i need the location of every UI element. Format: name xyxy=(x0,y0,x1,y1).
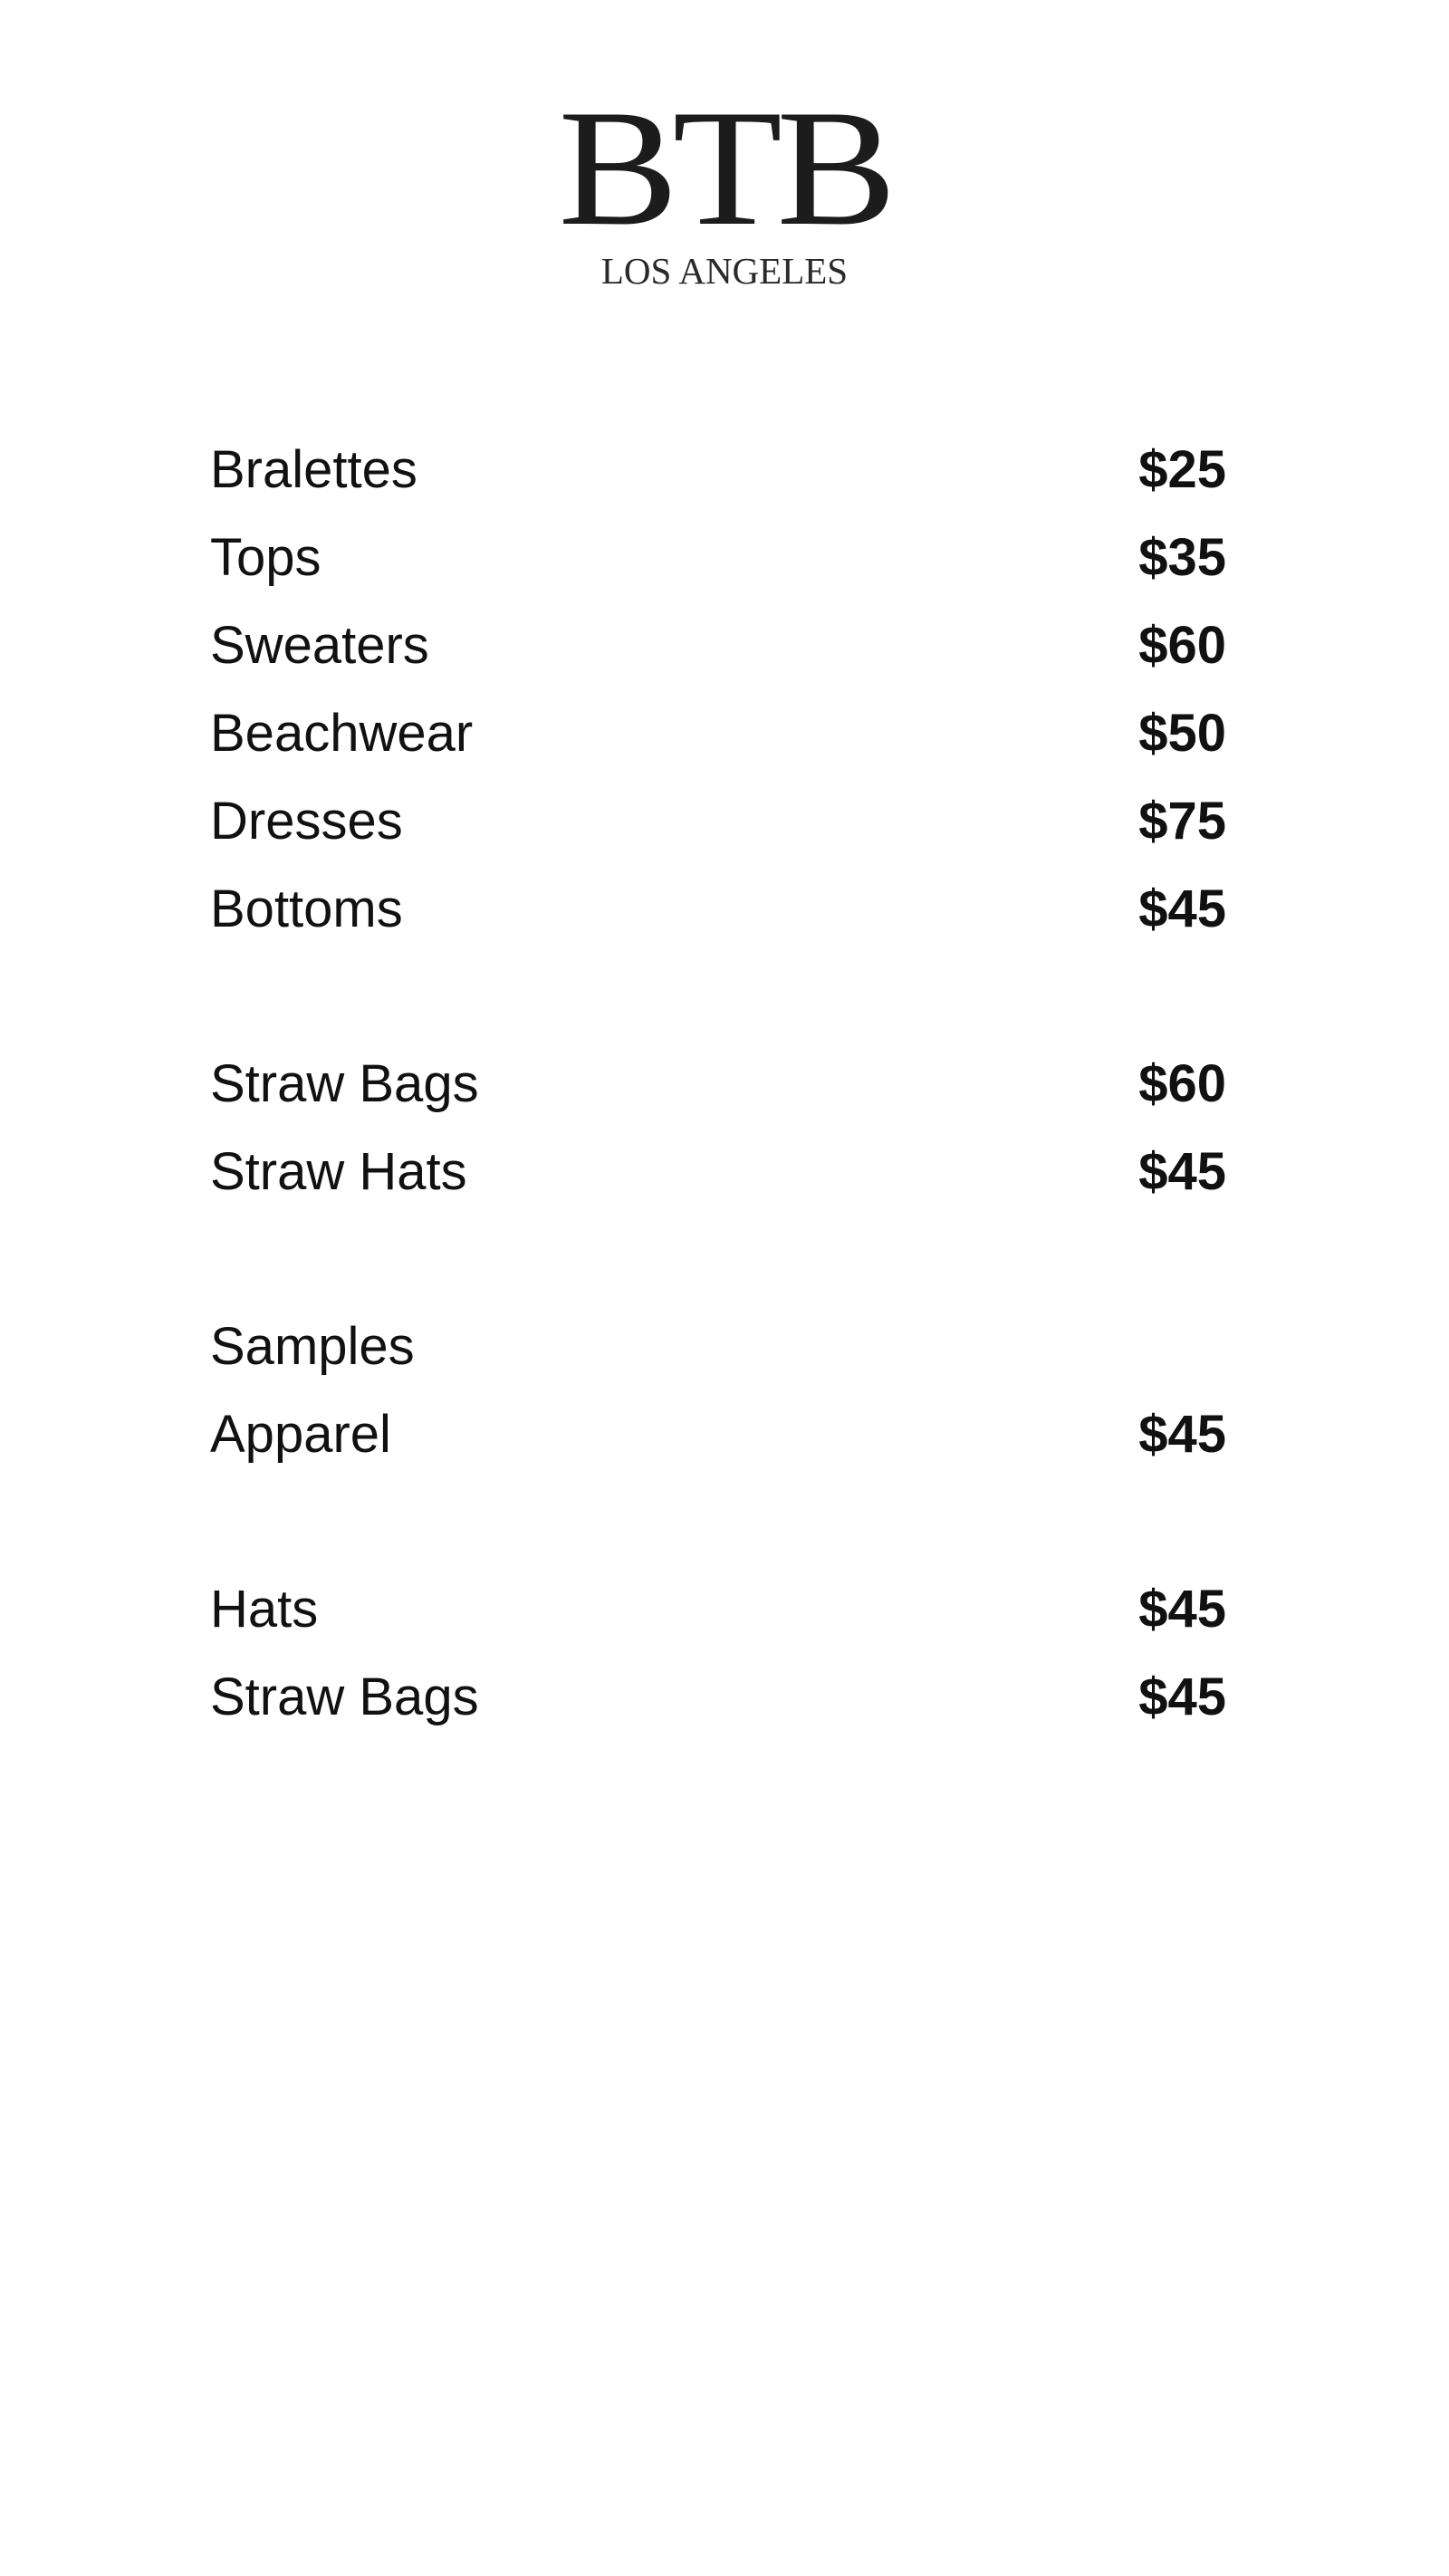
price-row xyxy=(210,1565,1226,1653)
item-name: Dresses xyxy=(210,792,403,851)
item-name: Tops xyxy=(210,528,321,587)
item-price: $45 xyxy=(1138,879,1226,938)
price-row xyxy=(210,777,1226,865)
item-name: Beachwear xyxy=(210,704,474,763)
item-name: Straw Hats xyxy=(210,1142,467,1201)
brand-name: BTB xyxy=(558,75,891,260)
price-row xyxy=(210,689,1226,777)
price-row xyxy=(210,865,1226,953)
brand-location: LOS ANGELES xyxy=(600,250,849,292)
price-row xyxy=(210,1653,1226,1741)
price-row xyxy=(210,1302,1226,1390)
section-heading: Samples xyxy=(210,1317,415,1376)
item-price: $60 xyxy=(1138,1054,1226,1113)
price-row xyxy=(210,1040,1226,1128)
price-row xyxy=(210,1390,1226,1478)
price-row xyxy=(210,1128,1226,1216)
item-name: Straw Bags xyxy=(210,1668,479,1726)
item-price: $35 xyxy=(1138,528,1226,587)
price-row xyxy=(210,426,1226,514)
price-row xyxy=(210,514,1226,601)
item-name: Straw Bags xyxy=(210,1054,479,1113)
item-name: Hats xyxy=(210,1580,319,1639)
item-name: Bottoms xyxy=(210,879,403,938)
brand-logo xyxy=(0,75,1449,293)
item-price: $75 xyxy=(1138,792,1226,851)
item-name: Apparel xyxy=(210,1405,391,1464)
item-price: $45 xyxy=(1138,1405,1226,1464)
item-price: $25 xyxy=(1138,440,1226,499)
item-price: $45 xyxy=(1138,1142,1226,1201)
item-price: $45 xyxy=(1138,1668,1226,1726)
price-list xyxy=(210,426,1226,1741)
item-name: Sweaters xyxy=(210,616,429,675)
price-row xyxy=(210,601,1226,689)
item-price: $50 xyxy=(1138,704,1226,763)
item-name: Bralettes xyxy=(210,440,417,499)
item-price: $45 xyxy=(1138,1580,1226,1639)
item-price: $60 xyxy=(1138,616,1226,675)
